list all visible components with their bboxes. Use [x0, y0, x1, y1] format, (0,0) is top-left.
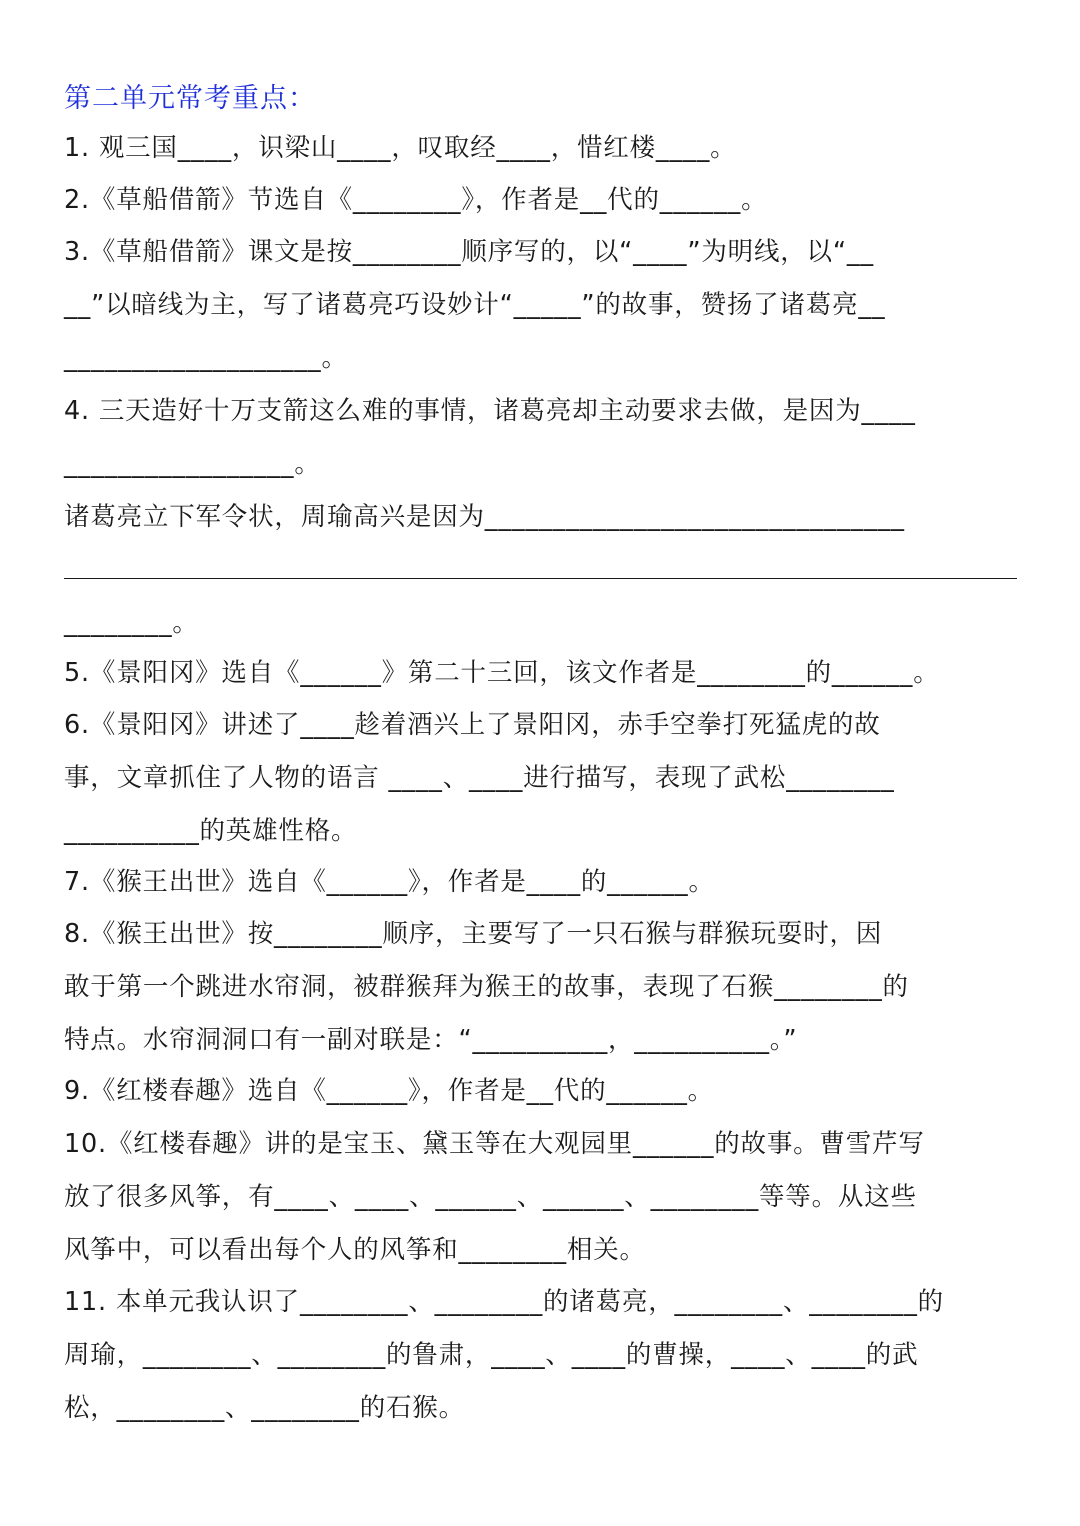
question-4-line-3: 诸葛亮立下军令状，周瑜高兴是因为_______________________________: [64, 502, 905, 532]
question-10-line-2: 放了很多风筝，有____、____、______、______、________等等。从这些: [64, 1182, 917, 1212]
question-10-line-3: 风筝中，可以看出每个人的风筝和________相关。: [64, 1235, 646, 1265]
question-4-line-2: _________________。: [64, 449, 321, 479]
question-7: 7.《猴王出世》选自《______》，作者是____的______。: [64, 867, 715, 897]
question-4-line-1: 4. 三天造好十万支箭这么难的事情，诸葛亮却主动要求去做，是因为____: [64, 396, 916, 426]
question-8-line-2: 敢于第一个跳进水帘洞，被群猴拜为猴王的故事，表现了石猴________的: [64, 972, 909, 1002]
question-6-line-1: 6.《景阳冈》讲述了____趁着酒兴上了景阳冈，赤手空拳打死猛虎的故: [64, 710, 881, 740]
question-3-line-3: ___________________。: [64, 343, 348, 373]
question-6-line-3: __________的英雄性格。: [64, 816, 358, 846]
question-3-line-2: __”以暗线为主，写了诸葛亮巧设妙计“_____”的故事，赞扬了诸葛亮__: [64, 290, 886, 320]
question-1: 1. 观三国____，识梁山____，叹取经____，惜红楼____。: [64, 133, 737, 163]
question-4-line-4: ________。: [64, 608, 199, 638]
page-heading: 第二单元常考重点：: [64, 83, 316, 114]
question-2: 2.《草船借箭》节选自《________》，作者是__代的______。: [64, 185, 768, 215]
question-11-line-3: 松，________、________的石猴。: [64, 1393, 465, 1423]
question-11-line-1: 11. 本单元我认识了________、________的诸葛亮，________、________的: [64, 1287, 944, 1317]
question-10-line-1: 10.《红楼春趣》讲的是宝玉、黛玉等在大观园里______的故事。曹雪芹写: [64, 1129, 925, 1159]
question-8-line-1: 8.《猴王出世》按________顺序，主要写了一只石猴与群猴玩耍时，因: [64, 919, 883, 949]
question-11-line-2: 周瑜，________、________的鲁肃，____、____的曹操，____、____的武: [64, 1340, 919, 1370]
question-3-line-1: 3.《草船借箭》课文是按________顺序写的，以“____”为明线，以“__: [64, 237, 874, 267]
answer-blank-line: [64, 578, 1017, 579]
question-9: 9.《红楼春趣》选自《______》，作者是__代的______。: [64, 1076, 714, 1106]
question-6-line-2: 事，文章抓住了人物的语言 ____、____进行描写，表现了武松________: [64, 763, 895, 793]
question-5: 5.《景阳冈》选自《______》第二十三回，该文作者是________的______。: [64, 658, 940, 688]
question-8-line-3: 特点。水帘洞洞口有一副对联是：“__________，__________。”: [64, 1025, 798, 1055]
